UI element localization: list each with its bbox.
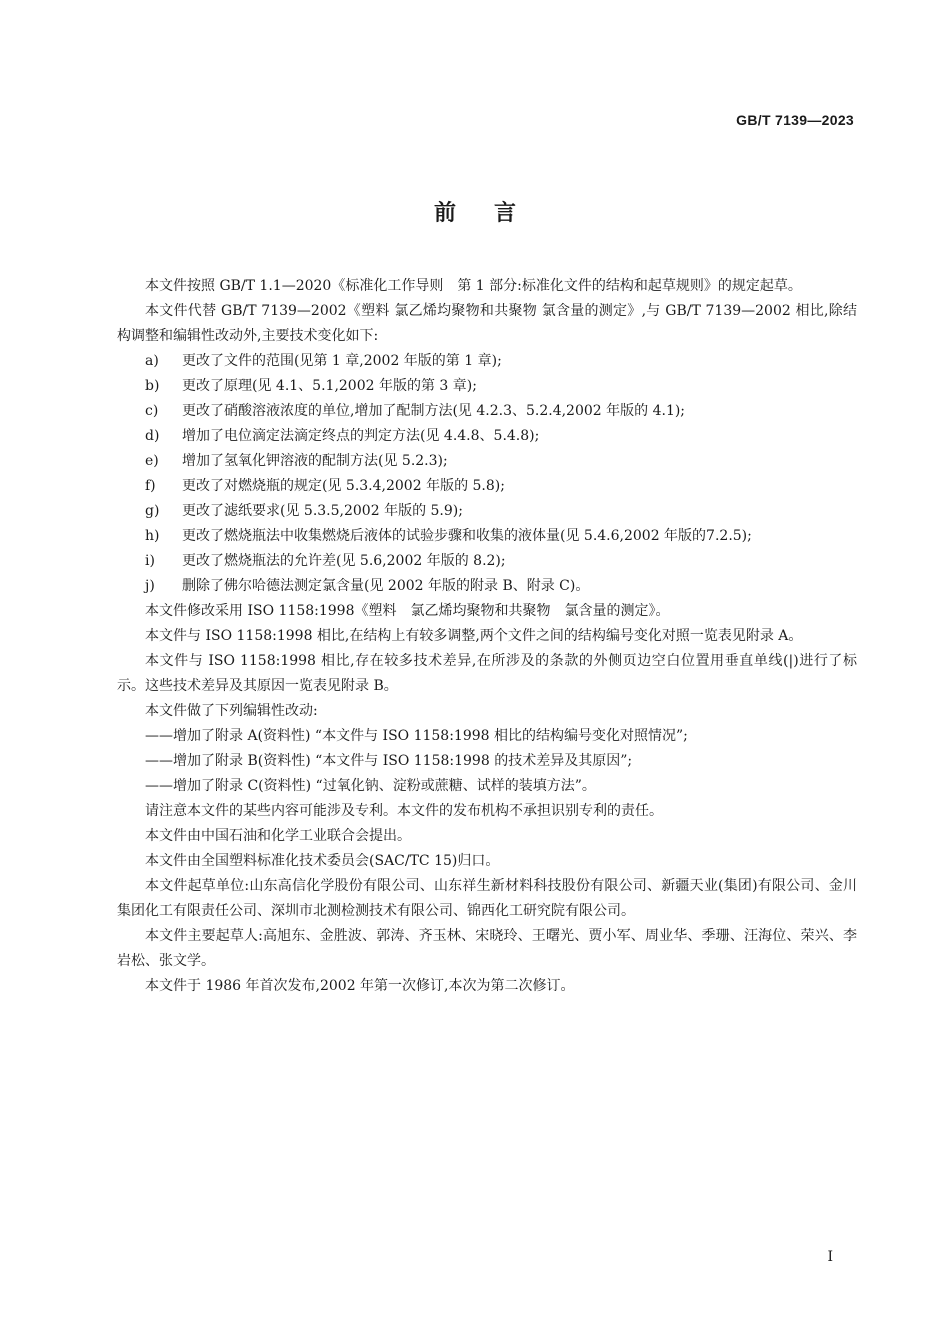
- list-item-text: 删除了佛尔哈德法测定氯含量(见 2002 年版的附录 B、附录 C)。: [182, 578, 590, 594]
- paragraph-iso-adoption: 本文件修改采用 ISO 1158:1998《塑料 氯乙烯均聚物和共聚物 氯含量的测定》。: [145, 603, 670, 619]
- technical-changes-list: [117, 349, 857, 599]
- page-number: I: [827, 1249, 833, 1265]
- paragraph-proposer: 本文件由中国石油和化学工业联合会提出。: [145, 828, 411, 844]
- list-marker: g): [145, 503, 160, 519]
- list-item-text: 增加了氢氧化钾溶液的配制方法(见 5.2.3);: [182, 453, 448, 469]
- paragraph-editorial-intro: 本文件做了下列编辑性改动:: [145, 703, 318, 719]
- paragraph-patent-notice: 请注意本文件的某些内容可能涉及专利。本文件的发布机构不承担识别专利的责任。: [145, 803, 663, 819]
- page-title: 前言: [433, 201, 554, 226]
- list-item: [117, 399, 857, 424]
- paragraph-drafting-units: 本文件起草单位:山东高信化学股份有限公司、山东祥生新材料科技股份有限公司、新疆天业(集团)有限公司、金川集团化工有限责任公司、深圳市北测检测技术有限公司、锦西化工研究院有限公司。: [117, 878, 857, 919]
- list-marker: c): [145, 403, 159, 419]
- list-item: ——增加了附录 C(资料性) “过氧化钠、淀粉或蔗糖、试样的装填方法”。: [145, 778, 596, 794]
- list-item: [117, 549, 857, 574]
- list-item: ——增加了附录 A(资料性) “本文件与 ISO 1158:1998 相比的结构编号变化对照情况”;: [145, 728, 688, 744]
- list-item-text: 增加了电位滴定法滴定终点的判定方法(见 4.4.8、5.4.8);: [182, 428, 540, 444]
- paragraph-drafters: 本文件主要起草人:高旭东、金胜波、郭涛、齐玉林、宋晓玲、王曙光、贾小军、周业华、季珊、汪海位、荣兴、李岩松、张文学。: [117, 928, 857, 969]
- list-item-text: 更改了原理(见 4.1、5.1,2002 年版的第 3 章);: [182, 378, 477, 394]
- list-item: [117, 524, 857, 549]
- list-marker: i): [145, 553, 155, 569]
- list-marker: b): [145, 378, 160, 394]
- list-item-text: 更改了硝酸溶液浓度的单位,增加了配制方法(见 4.2.3、5.2.4,2002 年版的 4.1);: [182, 403, 686, 419]
- list-item: ——增加了附录 B(资料性) “本文件与 ISO 1158:1998 的技术差异及其原因”;: [145, 753, 633, 769]
- paragraph-committee: 本文件由全国塑料标准化技术委员会(SAC/TC 15)归口。: [145, 853, 500, 869]
- standard-number: GB/T 7139—2023: [736, 112, 854, 128]
- list-item-text: 更改了滤纸要求(见 5.3.5,2002 年版的 5.9);: [182, 503, 463, 519]
- list-marker: j): [145, 578, 155, 594]
- list-item: [117, 499, 857, 524]
- list-item: [117, 374, 857, 399]
- list-marker: e): [145, 453, 159, 469]
- list-marker: a): [145, 353, 159, 369]
- list-item: [117, 574, 857, 599]
- list-item: [117, 449, 857, 474]
- paragraph-structure-diff: 本文件与 ISO 1158:1998 相比,在结构上有较多调整,两个文件之间的结构编号变化对照一览表见附录 A。: [145, 628, 803, 644]
- paragraph-replaces: 本文件代替 GB/T 7139—2002《塑料 氯乙烯均聚物和共聚物 氯含量的测定》,与 GB/T 7139—2002 相比,除结构调整和编辑性改动外,主要技术变化如下:: [117, 303, 857, 344]
- list-item-text: 更改了燃烧瓶法的允许差(见 5.6,2002 年版的 8.2);: [182, 553, 506, 569]
- list-marker: f): [145, 478, 156, 494]
- editorial-changes-list: [117, 724, 857, 799]
- list-item-text: 更改了对燃烧瓶的规定(见 5.3.4,2002 年版的 5.8);: [182, 478, 505, 494]
- list-marker: h): [145, 528, 160, 544]
- paragraph-drafting-rules: 本文件按照 GB/T 1.1—2020《标准化工作导则 第 1 部分:标准化文件的结构和起草规则》的规定起草。: [145, 278, 802, 294]
- list-item: [117, 424, 857, 449]
- foreword-body: [117, 274, 857, 999]
- list-item: [117, 474, 857, 499]
- paragraph-technical-diff: 本文件与 ISO 1158:1998 相比,存在较多技术差异,在所涉及的条款的外侧页边空白位置用垂直单线(|)进行了标示。这些技术差异及其原因一览表见附录 B。: [117, 653, 857, 694]
- list-item: [117, 349, 857, 374]
- list-marker: d): [145, 428, 160, 444]
- list-item-text: 更改了燃烧瓶法中收集燃烧后液体的试验步骤和收集的液体量(见 5.4.6,2002 年版的7.2.5);: [182, 528, 752, 544]
- list-item-text: 更改了文件的范围(见第 1 章,2002 年版的第 1 章);: [182, 353, 502, 369]
- paragraph-history: 本文件于 1986 年首次发布,2002 年第一次修订,本次为第二次修订。: [145, 978, 575, 994]
